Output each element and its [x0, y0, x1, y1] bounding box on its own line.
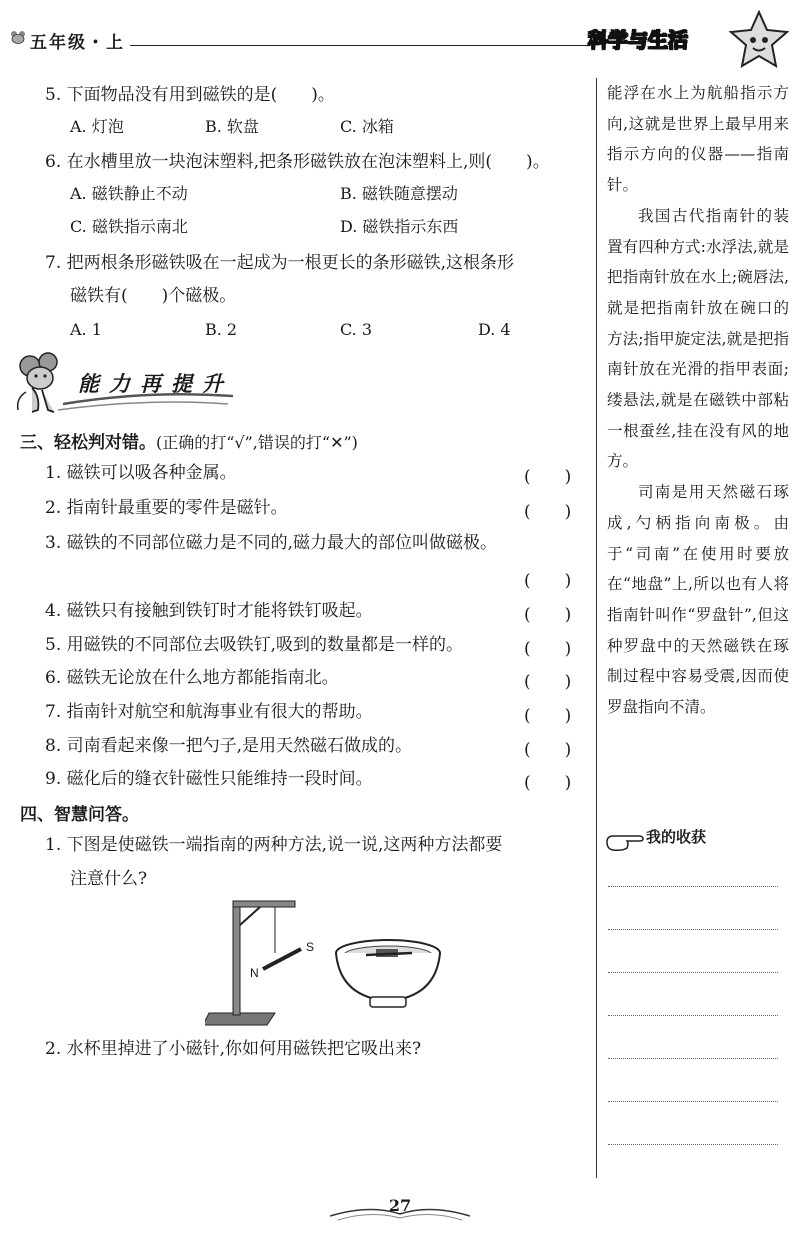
- question-6-option-a: A. 磁铁静止不动: [70, 184, 188, 203]
- tf-answer-blank-9[interactable]: ( ): [524, 773, 572, 793]
- question-7-stem-line2: 磁铁有( )个磁极。: [70, 286, 237, 306]
- question-6-option-c: C. 磁铁指示南北: [70, 217, 188, 236]
- harvest-line-1[interactable]: [608, 886, 778, 887]
- harvest-line-4[interactable]: [608, 1015, 778, 1016]
- tf-answer-blank-6[interactable]: ( ): [524, 672, 572, 692]
- question-5-stem: 5. 下面物品没有用到磁铁的是( )。: [45, 85, 335, 105]
- section-4-q2: 2. 水杯里掉进了小磁针,你如何用磁铁把它吸出来?: [45, 1039, 422, 1059]
- column-divider: [596, 78, 597, 1178]
- section-4-q1-line1: 1. 下图是使磁铁一端指南的两种方法,说一说,这两种方法都要: [45, 835, 503, 855]
- section-3-instruction: (正确的打“√”,错误的打“✕”): [156, 433, 358, 452]
- section-3-title: 三、轻松判对错。: [20, 433, 156, 453]
- question-7-option-a: A. 1: [70, 320, 102, 339]
- question-7-option-c: C. 3: [340, 320, 373, 339]
- ability-banner-title: 能力再提升: [78, 372, 233, 396]
- question-6-option-b: B. 磁铁随意摆动: [340, 184, 458, 203]
- sidebar-paragraph-1: 能浮在水上为航船指示方向,这就是世界上最早用来指示方向的仪器——指南针。: [607, 84, 789, 195]
- question-5-option-c: C. 冰箱: [340, 117, 394, 136]
- tf-item-8: 8. 司南看起来像一把勺子,是用天然磁石做成的。: [45, 736, 413, 756]
- tf-answer-blank-3[interactable]: ( ): [524, 571, 572, 591]
- tf-item-3: 3. 磁铁的不同部位磁力是不同的,磁力最大的部位叫做磁极。: [45, 533, 498, 553]
- question-5-option-a: A. 灯泡: [70, 117, 124, 136]
- harvest-line-5[interactable]: [608, 1058, 778, 1059]
- harvest-line-6[interactable]: [608, 1101, 778, 1102]
- tf-answer-blank-8[interactable]: ( ): [524, 740, 572, 760]
- mouse-mascot-icon: [18, 353, 57, 412]
- floating-magnet-bowl-figure: [330, 935, 450, 1020]
- tf-item-7: 7. 指南针对航空和航海事业有很大的帮助。: [45, 702, 373, 722]
- question-7-option-b: B. 2: [205, 320, 238, 339]
- hanging-magnet-figure: [205, 895, 335, 1030]
- star-mascot-icon: [728, 10, 790, 70]
- harvest-line-3[interactable]: [608, 972, 778, 973]
- brand-title: 科学与生活: [588, 28, 688, 52]
- question-7-option-d: D. 4: [478, 320, 511, 339]
- sidebar-paragraph-3: 司南是用天然磁石琢成,勺柄指向南极。由于“司南”在使用时要放在“地盘”上,所以也有人将指南针叫作“罗盘针”,但这种罗盘中的天然磁铁在琢制过程中容易受震,因而使罗盘指向不清。: [607, 483, 789, 717]
- tf-item-9: 9. 磁化后的缝衣针磁性只能维持一段时间。: [45, 769, 373, 789]
- tf-answer-blank-7[interactable]: ( ): [524, 706, 572, 726]
- question-6-stem: 6. 在水槽里放一块泡沫塑料,把条形磁铁放在泡沫塑料上,则( )。: [45, 152, 550, 172]
- section-4-q1-line2: 注意什么?: [70, 869, 148, 889]
- section-3-heading: [20, 428, 358, 453]
- tf-item-2: 2. 指南针最重要的零件是磁针。: [45, 498, 288, 518]
- header-rule: [130, 45, 590, 46]
- harvest-line-7[interactable]: [608, 1144, 778, 1145]
- grade-label: 五年级・上: [30, 33, 125, 53]
- page-number: 27: [388, 1196, 412, 1215]
- tf-answer-blank-1[interactable]: ( ): [524, 467, 572, 487]
- section-4-title: 四、智慧问答。: [20, 805, 139, 825]
- tf-item-4: 4. 磁铁只有接触到铁钉时才能将铁钉吸起。: [45, 601, 373, 621]
- mouse-head-icon: [10, 30, 26, 44]
- tf-answer-blank-4[interactable]: ( ): [524, 605, 572, 625]
- question-5-option-b: B. 软盘: [205, 117, 259, 136]
- tf-item-5: 5. 用磁铁的不同部位去吸铁钉,吸到的数量都是一样的。: [45, 635, 464, 655]
- figure-label-s: S: [306, 940, 315, 954]
- sidebar-paragraph-2: 我国古代指南针的装置有四种方式:水浮法,就是把指南针放在水上;碗唇法,就是把指南针放在碗口的方法;指甲旋定法,就是把指南针放在光滑的指甲表面;缕悬法,就是在磁铁中部粘一根蚕丝,挂在没有风的地方。: [607, 206, 789, 471]
- pointing-hand-icon: [605, 828, 645, 852]
- question-7-stem-line1: 7. 把两根条形磁铁吸在一起成为一根更长的条形磁铁,这根条形: [45, 253, 515, 273]
- tf-answer-blank-5[interactable]: ( ): [524, 639, 572, 659]
- sidebar-text: [607, 78, 789, 723]
- tf-answer-blank-2[interactable]: ( ): [524, 502, 572, 522]
- tf-item-1: 1. 磁铁可以吸各种金属。: [45, 463, 237, 483]
- tf-item-6: 6. 磁铁无论放在什么地方都能指南北。: [45, 668, 339, 688]
- question-6-option-d: D. 磁铁指示东西: [340, 217, 459, 236]
- figure-label-n: N: [250, 966, 259, 980]
- harvest-label: 我的收获: [646, 828, 707, 846]
- harvest-line-2[interactable]: [608, 929, 778, 930]
